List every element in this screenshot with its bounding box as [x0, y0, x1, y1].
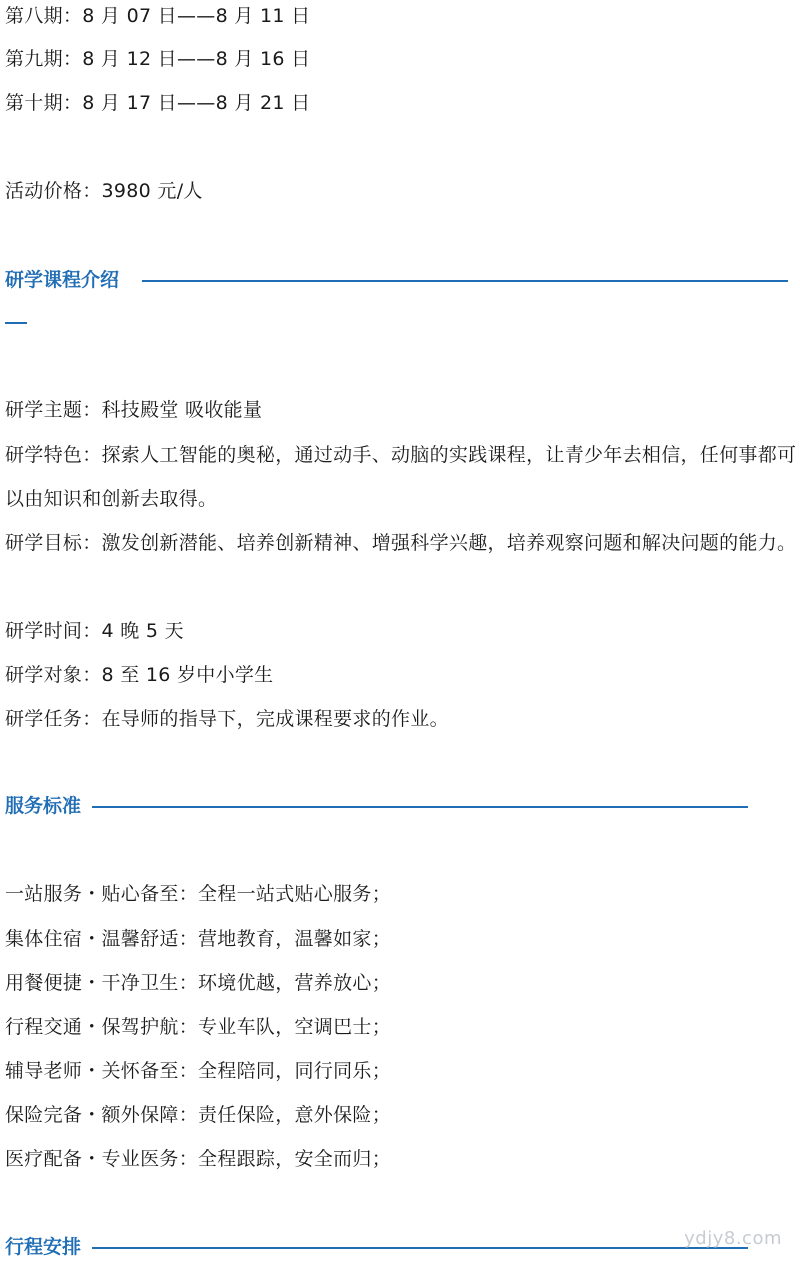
course-feature: 研学特色：探索人工智能的奥秘，通过动手、动脑的实践课程，让青少年去相信，任何事都可以由知识和创新去取得。	[5, 444, 797, 510]
course-heading-rule-wrap	[5, 322, 27, 324]
service-section-heading: 服务标准	[5, 795, 82, 817]
site-watermark: ydjy8.com	[684, 1228, 782, 1249]
itinerary-heading-rule	[92, 1247, 748, 1249]
service-item: 集体住宿・温馨舒适：营地教育，温馨如家；	[5, 928, 392, 950]
service-item: 辅导老师・关怀备至：全程陪同，同行同乐；	[5, 1060, 392, 1082]
schedule-period-8: 第八期：8 月 07 日——8 月 11 日	[5, 5, 311, 27]
schedule-period-10: 第十期：8 月 17 日——8 月 21 日	[5, 92, 311, 114]
schedule-period-9: 第九期：8 月 12 日——8 月 16 日	[5, 48, 311, 70]
itinerary-section-heading: 行程安排	[5, 1236, 82, 1258]
course-heading-rule	[142, 280, 788, 282]
course-section-heading: 研学课程介绍	[5, 269, 120, 291]
activity-price: 活动价格：3980 元/人	[5, 180, 203, 202]
course-theme: 研学主题：科技殿堂 吸收能量	[5, 399, 263, 421]
service-item: 保险完备・额外保障：责任保险，意外保险；	[5, 1104, 392, 1126]
service-item: 一站服务・贴心备至：全程一站式贴心服务；	[5, 883, 392, 905]
course-duration: 研学时间：4 晚 5 天	[5, 620, 184, 642]
service-item: 用餐便捷・干净卫生：环境优越，营养放心；	[5, 972, 392, 994]
service-item: 行程交通・保驾护航：专业车队，空调巴士；	[5, 1016, 392, 1038]
course-audience: 研学对象：8 至 16 岁中小学生	[5, 664, 274, 686]
course-goal: 研学目标：激发创新潜能、培养创新精神、增强科学兴趣，培养观察问题和解决问题的能力。	[5, 532, 797, 554]
service-heading-rule	[92, 806, 748, 808]
service-item: 医疗配备・专业医务：全程跟踪，安全而归；	[5, 1148, 392, 1170]
course-task: 研学任务：在导师的指导下，完成课程要求的作业。	[5, 708, 449, 730]
